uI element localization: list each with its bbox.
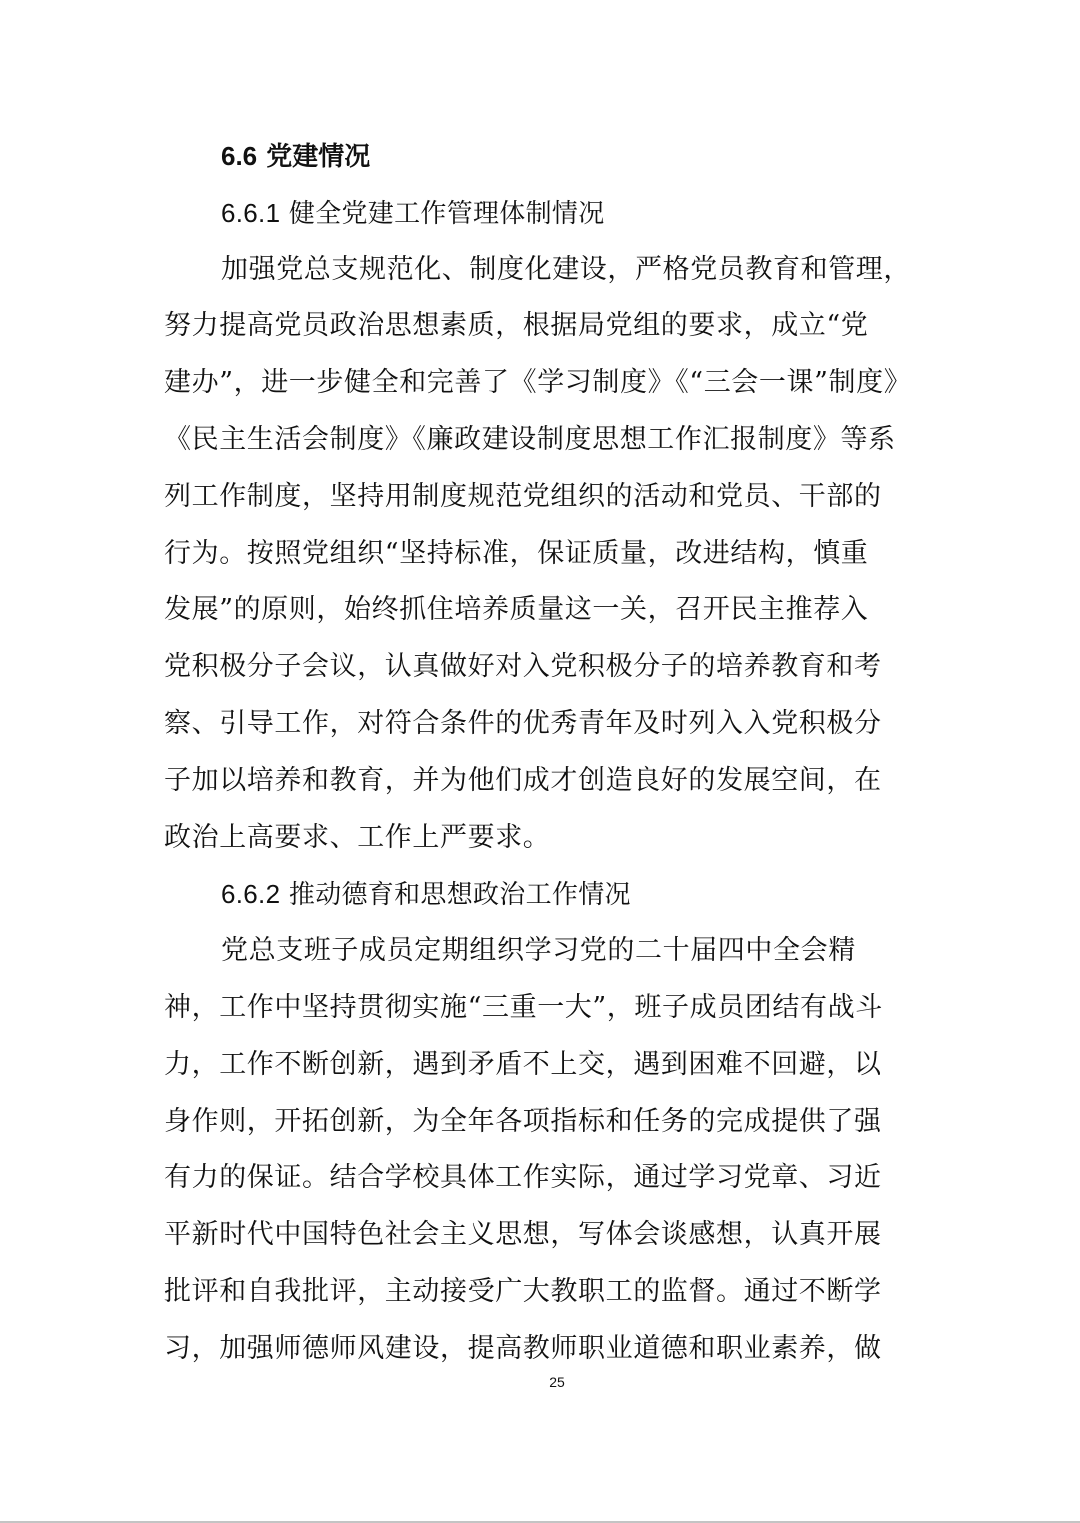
- paragraph-line: 政治上高要求、工作上严要求。: [164, 821, 551, 853]
- paragraph-line: 批评和自我批评，主动接受广大教职工的监督。通过不断学: [164, 1275, 882, 1307]
- paragraph-line: 建办”，进一步健全和完善了《学习制度》《“三会一课”制度》: [164, 367, 912, 399]
- subsection-heading-1: [164, 185, 922, 242]
- paragraph-line: 列工作制度，坚持用制度规范党组织的活动和党员、干部的: [164, 480, 882, 512]
- page-content: [164, 128, 922, 1378]
- paragraph-line: 努力提高党员政治思想素质，根据局党组的要求，成立“党: [164, 310, 869, 342]
- paragraph-line: 身作则，开拓创新，为全年各项指标和任务的完成提供了强: [164, 1105, 882, 1137]
- paragraph-line: 发展”的原则，始终抓住培养质量这一关，召开民主推荐入: [164, 594, 869, 626]
- subsection-number: 6.6.1: [221, 197, 281, 228]
- paragraph-line: 党积极分子会议，认真做好对入党积极分子的培养教育和考: [164, 651, 882, 683]
- subsection-title: 健全党建工作管理体制情况: [288, 198, 605, 229]
- section-title: 党建情况: [266, 142, 371, 172]
- section-heading: [164, 128, 922, 185]
- paragraph-line: 子加以培养和教育，并为他们成才创造良好的发展空间，在: [164, 764, 882, 796]
- paragraph-line: 加强党总支规范化、制度化建设，严格党员教育和管理，: [221, 253, 911, 285]
- subsection-number: 6.6.2: [221, 879, 281, 910]
- paragraph-line: 行为。按照党组织“坚持标准，保证质量，改进结构，慎重: [164, 537, 869, 569]
- paragraph-2: [164, 923, 922, 1377]
- paragraph-line: 党总支班子成员定期组织学习党的二十届四中全会精: [221, 935, 856, 967]
- paragraph-1: [164, 242, 922, 867]
- paragraph-line: 习，加强师德师风建设，提高教师职业道德和职业素养，做: [164, 1332, 882, 1364]
- section-number: 6.6: [221, 141, 258, 171]
- paragraph-line: 《民主生活会制度》《廉政建设制度思想工作汇报制度》等系: [164, 423, 896, 455]
- paragraph-line: 有力的保证。结合学校具体工作实际，通过学习党章、习近: [164, 1162, 882, 1194]
- paragraph-line: 神，工作中坚持贯彻实施“三重一大”，班子成员团结有战斗: [164, 991, 883, 1023]
- paragraph-line: 察、引导工作，对符合条件的优秀青年及时列入入党积极分: [164, 707, 882, 739]
- subsection-heading-2: [164, 866, 922, 923]
- subsection-title: 推动德育和思想政治工作情况: [288, 880, 631, 911]
- paragraph-line: 力，工作不断创新，遇到矛盾不上交，遇到困难不回避，以: [164, 1048, 882, 1080]
- page-number: 25: [549, 1374, 565, 1390]
- paragraph-line: 平新时代中国特色社会主义思想，写体会谈感想，认真开展: [164, 1219, 882, 1251]
